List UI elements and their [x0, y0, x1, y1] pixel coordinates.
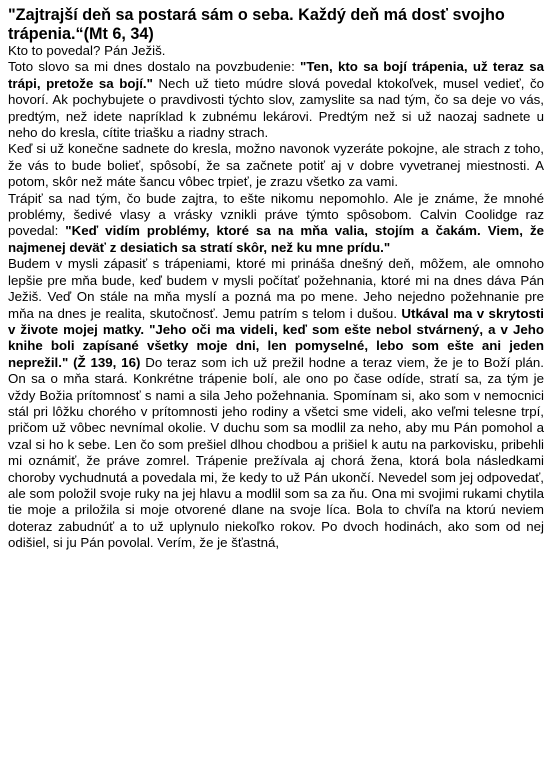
document-page — [8, 6, 544, 552]
paragraph-5-intro: Budem v mysli zápasiť s trápeniami, ktoré mi prináša dnešný deň, môžem, ale omnoho lepšie pre mňa bude, keď budem v mysli počítať požehnania, ktoré mi na dnes dáva Pán Ježiš. Veď On stále na mňa myslí a pozná ma po mene. Jeho nejedno požehnanie pre mňa na dnes je realita, skutočnosť. Jemu patrím s telom i dušou. — [8, 256, 544, 321]
title-quote: "Zajtrajší deň sa postará sám o seba. Každý deň má dosť svojho trápenia.“ — [8, 6, 505, 43]
paragraph-2-rest: Nech už tieto múdre slová povedal ktokoľvek, musel vedieť, čo hovorí. Ak pochybujete o pravdivosti týchto slov, zamyslite sa nad tým, čo sa deje vo vás, predtým, než idete napríklad k zubnému lekárovi. Predtým než si už naozaj sadnete u neho do kresla, cítite triašku a riadny strach. — [8, 75, 544, 141]
paragraph-5 — [8, 256, 544, 551]
paragraph-4 — [8, 191, 544, 257]
document-title — [8, 6, 544, 43]
paragraph-4-bold-quote: "Keď vidím problémy, ktoré sa na mňa valia, stojím a čakám. Viem, že najmenej deväť z desiatich sa stratí skôr, než ku mne prídu." — [8, 223, 544, 255]
paragraph-5-bold-quote: Utkával ma v skrytosti v živote mojej matky. "Jeho oči ma videli, keď som ešte nebol stvárnený, a v Jeho knihe boli zapísané všetky moje dni, len pomyselné, lebo som ešte ani jeden neprežil." (Ž 139, 16) — [8, 305, 544, 370]
paragraph-4-intro: Trápiť sa nad tým, čo bude zajtra, to ešte nikomu nepomohlo. Ale je známe, že mnohé problémy, šedivé vlasy a vrásky vznikli práve týmto spôsobom. Calvin Coolidge raz povedal: — [8, 190, 544, 239]
paragraph-2 — [8, 59, 544, 141]
paragraph-2-bold-quote: "Ten, kto sa bojí trápenia, už teraz sa trápi, pretože sa bojí." — [8, 59, 544, 91]
paragraph-1: Kto to povedal? Pán Ježiš. — [8, 43, 166, 58]
paragraph-2-intro: Toto slovo sa mi dnes dostalo na povzbudenie: — [8, 59, 301, 75]
title-reference: (Mt 6, 34) — [83, 24, 154, 43]
paragraph-5-rest: Do teraz som ich už prežil hodne a teraz viem, že je to Boží plán. On sa o mňa stará. Konkrétne trápenie bolí, ale ono po čase odíde, stratí sa, za tým je vždy Božia prítomnosť s nami a sila Jeho požehnania. Spomínam si, ako som v nemocnici stál pri lôžku chorého v prítomnosti jeho rodiny a všetci sme videli, ako veľmi telesne trpí, pričom už vôbec nevnímal okolie. V duchu som sa modlil za neho, aby mu Pán pomohol a vzal si ho k sebe. Len čo som prešiel dlhou chodbou a prišiel k autu na parkovisku, pribehli mi oznámiť, že práve zomrel. Trápenie prežívala aj chorá žena, ktorá bola následkami choroby vychudnutá a povedala mi, že kedy to už Pán ukončí. Nevedel som jej odpovedať, ale som položil svoje ruky na jej hlavu a modlil som sa za ňu. Ona mi svojimi rukami chytila tie moje a priložila si moje otvorené dlane na svoje líca. Bola to chvíľa na ktorú neviem doteraz zabudnúť a to už uplynulo niekoľko rokov. Po dvoch hodinách, ako som od nej odišiel, si ju Pán povolal. Verím, že je šťastná, — [8, 354, 544, 551]
document-body — [8, 43, 544, 552]
paragraph-3: Keď si už konečne sadnete do kresla, možno navonok vyzeráte pokojne, ale strach z toho, že vás to bude bolieť, spôsobí, že sa začnete potiť aj v dobre vyvetranej miestnosti. A potom, skôr než máte šancu vôbec trpieť, je zrazu všetko za vami. — [8, 141, 544, 190]
